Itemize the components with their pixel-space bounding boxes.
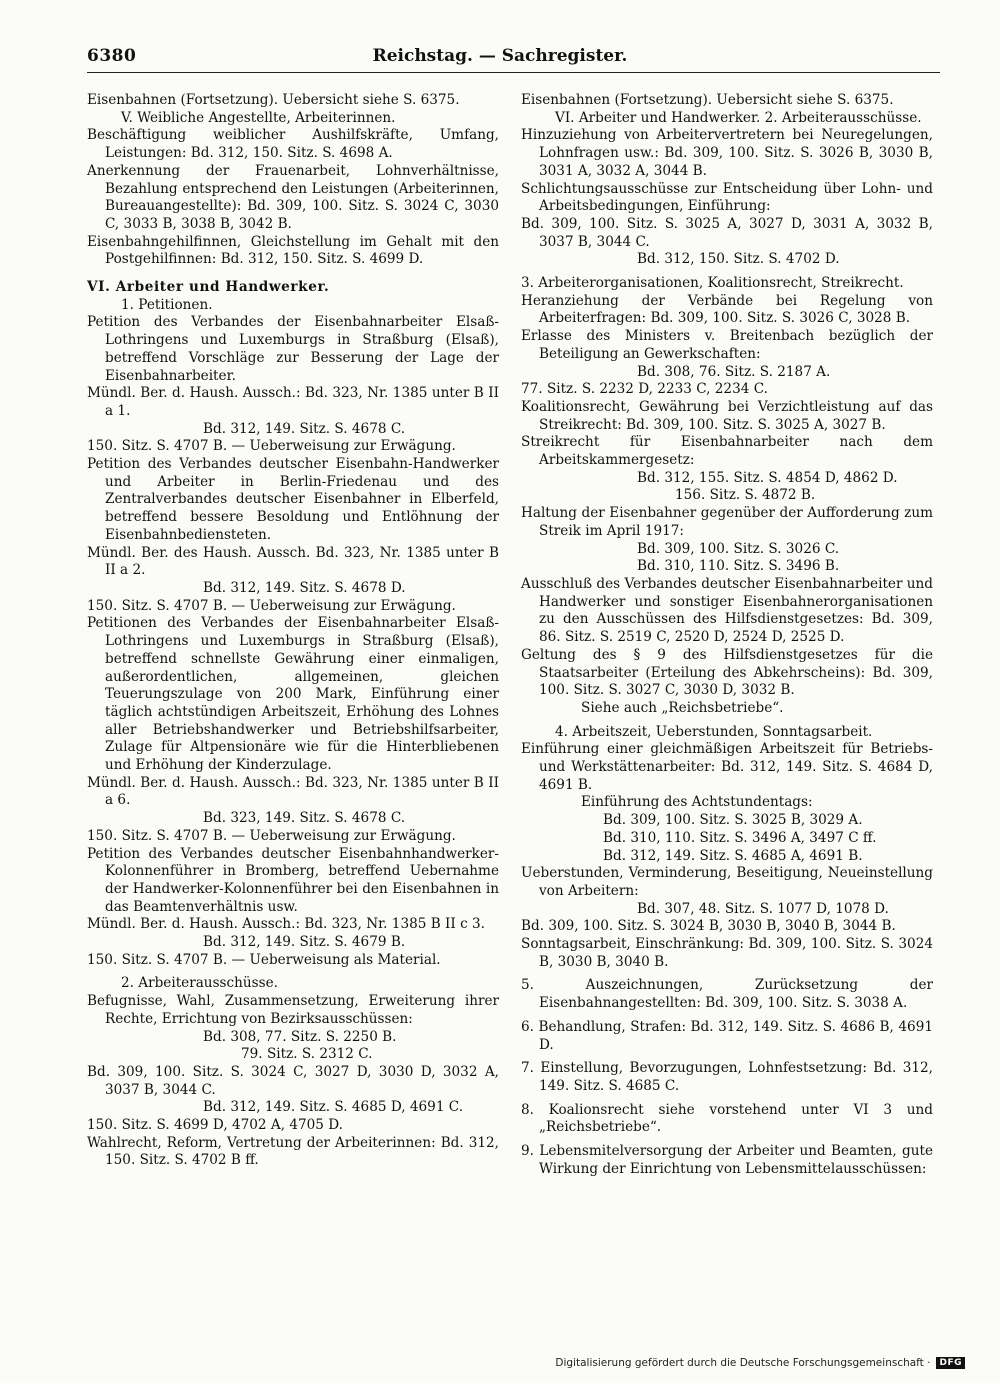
index-entry: 7. Einstellung, Bevorzugungen, Lohnfestsetzung: Bd. 312, 149. Sitz. S. 4685 C.: [521, 1060, 933, 1094]
index-entry: Mündl. Ber. d. Haush. Aussch.: Bd. 323, Nr. 1385 unter B II a 6.: [87, 774, 499, 809]
index-entry: V. Weibliche Angestellte, Arbeiterinnen.: [121, 109, 396, 126]
index-entry: Bd. 309, 100. Sitz. S. 3026 C.: [637, 540, 840, 557]
footer-text: Digitalisierung gefördert durch die Deutsche Forschungsgemeinschaft ·: [555, 1357, 931, 1369]
index-entry: Ausschluß des Verbandes deutscher Eisenbahnarbeiter und Handwerker und sonstiger Eisenbahnerorganisationen zu den Ausschüssen des Hilfsdienstgesetzes: Bd. 309, 86. Sitz. S. 2519 C, 2520 D, 2524 D, 2525 D.: [521, 575, 933, 646]
index-entry: 4. Arbeitszeit, Ueberstunden, Sonntagsarbeit.: [555, 723, 873, 740]
index-entry: VI. Arbeiter und Handwerker.: [87, 279, 330, 296]
index-entry: Mündl. Ber. des Haush. Aussch. Bd. 323, Nr. 1385 unter B II a 2.: [87, 544, 499, 579]
index-entry: Streikrecht für Eisenbahnarbeiter nach dem Arbeitskammergesetz:: [521, 434, 933, 469]
page-number: 6380: [87, 46, 137, 66]
index-entry: Bd. 312, 149. Sitz. S. 4678 D.: [203, 579, 406, 596]
index-entry: Hinzuziehung von Arbeitervertretern bei Neuregelungen, Lohnfragen usw.: Bd. 309, 100. Sitz. S. 3026 B, 3030 B, 3031 A, 3032 A, 3044 B.: [521, 127, 933, 179]
index-entry: Bd. 312, 149. Sitz. S. 4685 A, 4691 B.: [603, 847, 863, 864]
index-entry: 150. Sitz. S. 4707 B. — Ueberweisung zur Erwägung.: [87, 597, 456, 614]
index-entry: 156. Sitz. S. 4872 B.: [675, 487, 816, 504]
index-entry: 150. Sitz. S. 4699 D, 4702 A, 4705 D.: [87, 1117, 343, 1134]
index-entry: VI. Arbeiter und Handwerker. 2. Arbeiterausschüsse.: [555, 109, 922, 126]
index-entry: Siehe auch „Reichsbetriebe“.: [581, 699, 784, 716]
index-entry: Bd. 308, 77. Sitz. S. 2250 B.: [203, 1028, 397, 1045]
dfg-logo-icon: DFG: [936, 1357, 965, 1369]
header-rule: [87, 72, 940, 73]
index-entry: Einführung einer gleichmäßigen Arbeitszeit für Betriebs- und Werkstättenarbeiter: Bd. 312, 149. Sitz. S. 4684 D, 4691 B.: [521, 741, 933, 793]
index-entry: Bd. 323, 149. Sitz. S. 4678 C.: [203, 810, 406, 827]
index-entry: 1. Petitionen.: [121, 296, 213, 313]
index-entry: Bd. 307, 48. Sitz. S. 1077 D, 1078 D.: [637, 900, 889, 917]
index-entry: Petitionen des Verbandes der Eisenbahnarbeiter Elsaß-Lothringens und Luxemburgs in Straßburg (Elsaß), betreffend schnellste Gewährung einer einmaligen, außerordentlichen, allgemeinen, gleichen Teuerungszulage von 200 Mark, Einführung einer täglich achtstündigen Arbeitszeit, Erhöhung des Lohnes aller Betriebshandwerker und Betriebshilfsarbeiter, Zulage für Altpensionäre wie für die Hinterbliebenen und Erhöhung der Kinderzulage.: [87, 615, 499, 774]
index-entry: 2. Arbeiterausschüsse.: [121, 975, 278, 992]
index-entry: 9. Lebensmitelversorgung der Arbeiter und Beamten, gute Wirkung der Einrichtung von Lebensmittelausschüssen:: [521, 1143, 933, 1177]
index-entry: Sonntagsarbeit, Einschränkung: Bd. 309, 100. Sitz. S. 3024 B, 3030 B, 3040 B.: [521, 936, 933, 970]
index-entry: Bd. 310, 110. Sitz. S. 3496 B.: [637, 558, 840, 575]
index-entry: Bd. 310, 110. Sitz. S. 3496 A, 3497 C ff.: [603, 829, 877, 846]
index-entry: 3. Arbeiterorganisationen, Koalitionsrecht, Streikrecht.: [521, 275, 904, 292]
index-entry: 77. Sitz. S. 2232 D, 2233 C, 2234 C.: [521, 381, 768, 398]
index-entry: Bd. 309, 100. Sitz. S. 3024 C, 3027 D, 3030 D, 3032 A, 3037 B, 3044 C.: [87, 1063, 499, 1098]
index-entry: Ueberstunden, Verminderung, Beseitigung, Neueinstellung von Arbeitern:: [521, 865, 933, 899]
index-entry: Beschäftigung weiblicher Aushilfskräfte, Umfang, Leistungen: Bd. 312, 150. Sitz. S. 4698 A.: [87, 127, 499, 162]
index-entry: 150. Sitz. S. 4707 B. — Ueberweisung zur Erwägung.: [87, 438, 456, 455]
index-entry: Eisenbahnen (Fortsetzung). Uebersicht siehe S. 6375.: [87, 92, 460, 108]
index-entry: Koalitionsrecht, Gewährung bei Verzichtleistung auf das Streikrecht: Bd. 309, 100. Sitz. S. 3025 A, 3027 B.: [521, 398, 933, 433]
index-entry: Bd. 312, 150. Sitz. S. 4702 D.: [637, 251, 840, 268]
index-entry: Bd. 309, 100. Sitz. S. 3025 A, 3027 D, 3031 A, 3032 B, 3037 B, 3044 C.: [521, 215, 933, 250]
index-entry: Mündl. Ber. d. Haush. Aussch.: Bd. 323, Nr. 1385 unter B II a 1.: [87, 385, 499, 419]
index-entry: Haltung der Eisenbahner gegenüber der Aufforderung zum Streik im April 1917:: [521, 505, 933, 539]
index-entry: Bd. 309, 100. Sitz. S. 3025 B, 3029 A.: [603, 812, 863, 829]
running-head: Reichstag. — Sachregister.: [372, 46, 628, 66]
index-entry: Mündl. Ber. d. Haush. Aussch.: Bd. 323, Nr. 1385 B II c 3.: [87, 916, 486, 933]
index-entry: 150. Sitz. S. 4707 B. — Ueberweisung als Material.: [87, 951, 441, 968]
index-entry: 79. Sitz. S. 2312 C.: [241, 1046, 373, 1063]
index-entry: Bd. 309, 100. Sitz. S. 3024 B, 3030 B, 3040 B, 3044 B.: [521, 918, 896, 935]
index-entry: 5. Auszeichnungen, Zurücksetzung der Eisenbahnangestellten: Bd. 309, 100. Sitz. S. 3038 A.: [521, 977, 933, 1012]
index-entry: Anerkennung der Frauenarbeit, Lohnverhältnisse, Bezahlung entsprechend den Leistungen (Arbeiterinnen, Bureauangestellte): Bd. 309, 100. Sitz. S. 3024 C, 3030 C, 3033 B, 3038 B, 3042 B.: [87, 162, 499, 232]
index-entry: Schlichtungsausschüsse zur Entscheidung über Lohn- und Arbeitsbedingungen, Einführung:: [521, 180, 933, 215]
index-entry: Petition des Verbandes deutscher Eisenbahn-Handwerker und Arbeiter in Berlin-Friedenau und des Zentralverbandes deutscher Eisenbahner in Elberfeld, betreffend bessere Besoldung und Entlöhnung der Eisenbahnbediensteten.: [87, 456, 499, 543]
index-entry: Befugnisse, Wahl, Zusammensetzung, Erweiterung ihrer Rechte, Errichtung von Bezirksausschüssen:: [87, 993, 499, 1027]
index-entry: Bd. 312, 149. Sitz. S. 4685 D, 4691 C.: [203, 1099, 464, 1116]
index-entry: Heranziehung der Verbände bei Regelung von Arbeiterfragen: Bd. 309, 100. Sitz. S. 3026 C, 3028 B.: [521, 292, 933, 327]
right-column: [521, 92, 933, 1178]
footer-credit: [555, 1357, 965, 1369]
index-entry: Wahlrecht, Reform, Vertretung der Arbeiterinnen: Bd. 312, 150. Sitz. S. 4702 B ff.: [87, 1134, 499, 1169]
index-entry: Bd. 312, 149. Sitz. S. 4679 B.: [203, 934, 406, 951]
index-entry: Petition des Verbandes deutscher Eisenbahnhandwerker-Kolonnenführer in Bromberg, betreffend Uebernahme der Handwerker-Kolonnenführer bei den Eisenbahnen in das Beamtenverhältnis usw.: [87, 845, 499, 915]
index-entry: Einführung des Achtstundentags:: [581, 794, 813, 811]
index-entry: 150. Sitz. S. 4707 B. — Ueberweisung zur Erwägung.: [87, 827, 456, 844]
left-column: [87, 92, 499, 1170]
index-entry: Eisenbahnen (Fortsetzung). Uebersicht siehe S. 6375.: [521, 92, 894, 108]
index-entry: Erlasse des Ministers v. Breitenbach bezüglich der Beteiligung an Gewerkschaften:: [521, 328, 933, 362]
index-entry: Bd. 308, 76. Sitz. S. 2187 A.: [637, 363, 831, 380]
index-entry: Bd. 312, 155. Sitz. S. 4854 D, 4862 D.: [637, 469, 898, 486]
index-entry: 6. Behandlung, Strafen: Bd. 312, 149. Sitz. S. 4686 B, 4691 D.: [521, 1018, 933, 1053]
index-entry: Petition des Verbandes der Eisenbahnarbeiter Elsaß-Lothringens und Luxemburgs in Straßburg (Elsaß), betreffend Vorschläge zur Besserung der Lage der Eisenbahnarbeiter.: [87, 314, 499, 384]
index-entry: Eisenbahngehilfinnen, Gleichstellung im Gehalt mit den Postgehilfinnen: Bd. 312, 150. Sitz. S. 4699 D.: [87, 233, 499, 268]
index-entry: 8. Koalionsrecht siehe vorstehend unter VI 3 und „Reichsbetriebe“.: [521, 1101, 933, 1136]
index-entry: Bd. 312, 149. Sitz. S. 4678 C.: [203, 420, 406, 437]
index-entry: Geltung des § 9 des Hilfsdienstgesetzes für die Staatsarbeiter (Erteilung des Abkehrscheins): Bd. 309, 100. Sitz. S. 3027 C, 3030 D, 3032 B.: [521, 646, 933, 699]
